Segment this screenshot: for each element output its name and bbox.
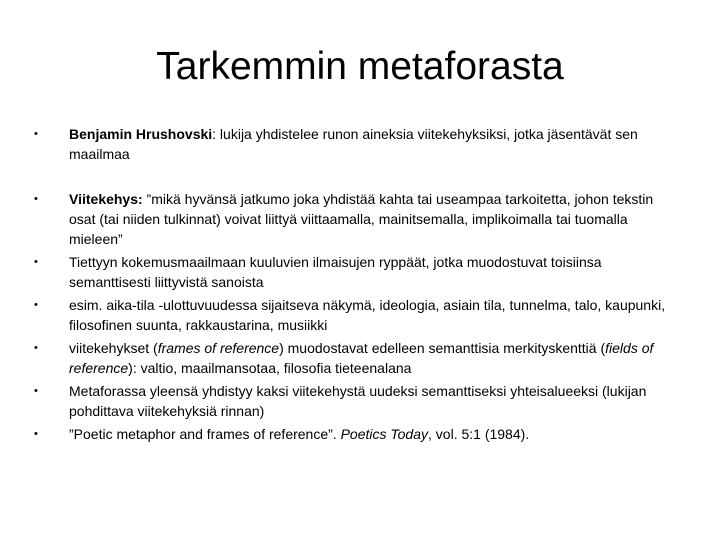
bullet-dot: • (34, 128, 38, 140)
bullet-text: Tiettyyn kokemusmaailmaan kuuluvien ilmaisujen ryppäät, jotka muodostuvat toisiinsa semanttisesti liittyvistä sanoista (69, 254, 602, 290)
bullet-dot: • (34, 385, 38, 397)
bullet-item (34, 124, 674, 164)
bullet-item (34, 338, 674, 378)
bullet-text: Metaforassa yleensä yhdistyy kaksi viitekehystä uudeksi semanttiseksi yhteisalueeksi (lukijan pohdittava viitekehyksiä rinnan) (69, 383, 647, 419)
bullet-text: fields of reference (69, 340, 654, 376)
bullet-text: ) muodostavat edelleen semanttisia merkityskenttiä ( (279, 340, 606, 356)
bullet-text: ”mikä hyvänsä jatkumo joka yhdistää kahta tai useampaa tarkoitetta, johon tekstin osat (tai niiden tulkinnat) voivat liittyä viittaamalla, mainitsemalla, implikoimalla tai tuomalla mieleen” (69, 191, 654, 247)
bullet-dot: • (34, 256, 38, 268)
bullet-text: Viitekehys: (69, 191, 143, 207)
bullet-text: , vol. 5:1 (1984). (428, 426, 530, 442)
bullet-dot: • (34, 342, 38, 354)
bullet-text: frames of reference (157, 340, 280, 356)
bullet-text: Poetics Today (340, 426, 429, 442)
slide-title: Tarkemmin metaforasta (156, 45, 564, 88)
bullet-item (34, 189, 674, 249)
bullet-text: Benjamin Hrushovski (69, 126, 213, 142)
bullet-item (34, 295, 674, 335)
bullet-dot: • (34, 193, 38, 205)
bullet-item (34, 252, 674, 292)
bullet-text: ): valtio, maailmansotaa, filosofia tieteenalana (128, 360, 412, 376)
bullet-item (34, 381, 674, 421)
bullet-text: : lukija yhdistelee runon aineksia viitekehyksiksi, jotka jäsentävät sen maailmaa (69, 126, 638, 162)
bullet-list (34, 124, 674, 447)
bullet-item (34, 424, 674, 444)
bullet-text: viitekehykset ( (69, 340, 158, 356)
bullet-dot: • (34, 299, 38, 311)
bullet-dot: • (34, 428, 38, 440)
bullet-text: esim. aika-tila -ulottuvuudessa sijaitseva näkymä, ideologia, asiain tila, tunnelma, talo, kaupunki, filosofinen suunta, rakkaustarina, musiikki (69, 297, 666, 333)
bullet-text: ”Poetic metaphor and frames of reference”. (69, 426, 341, 442)
